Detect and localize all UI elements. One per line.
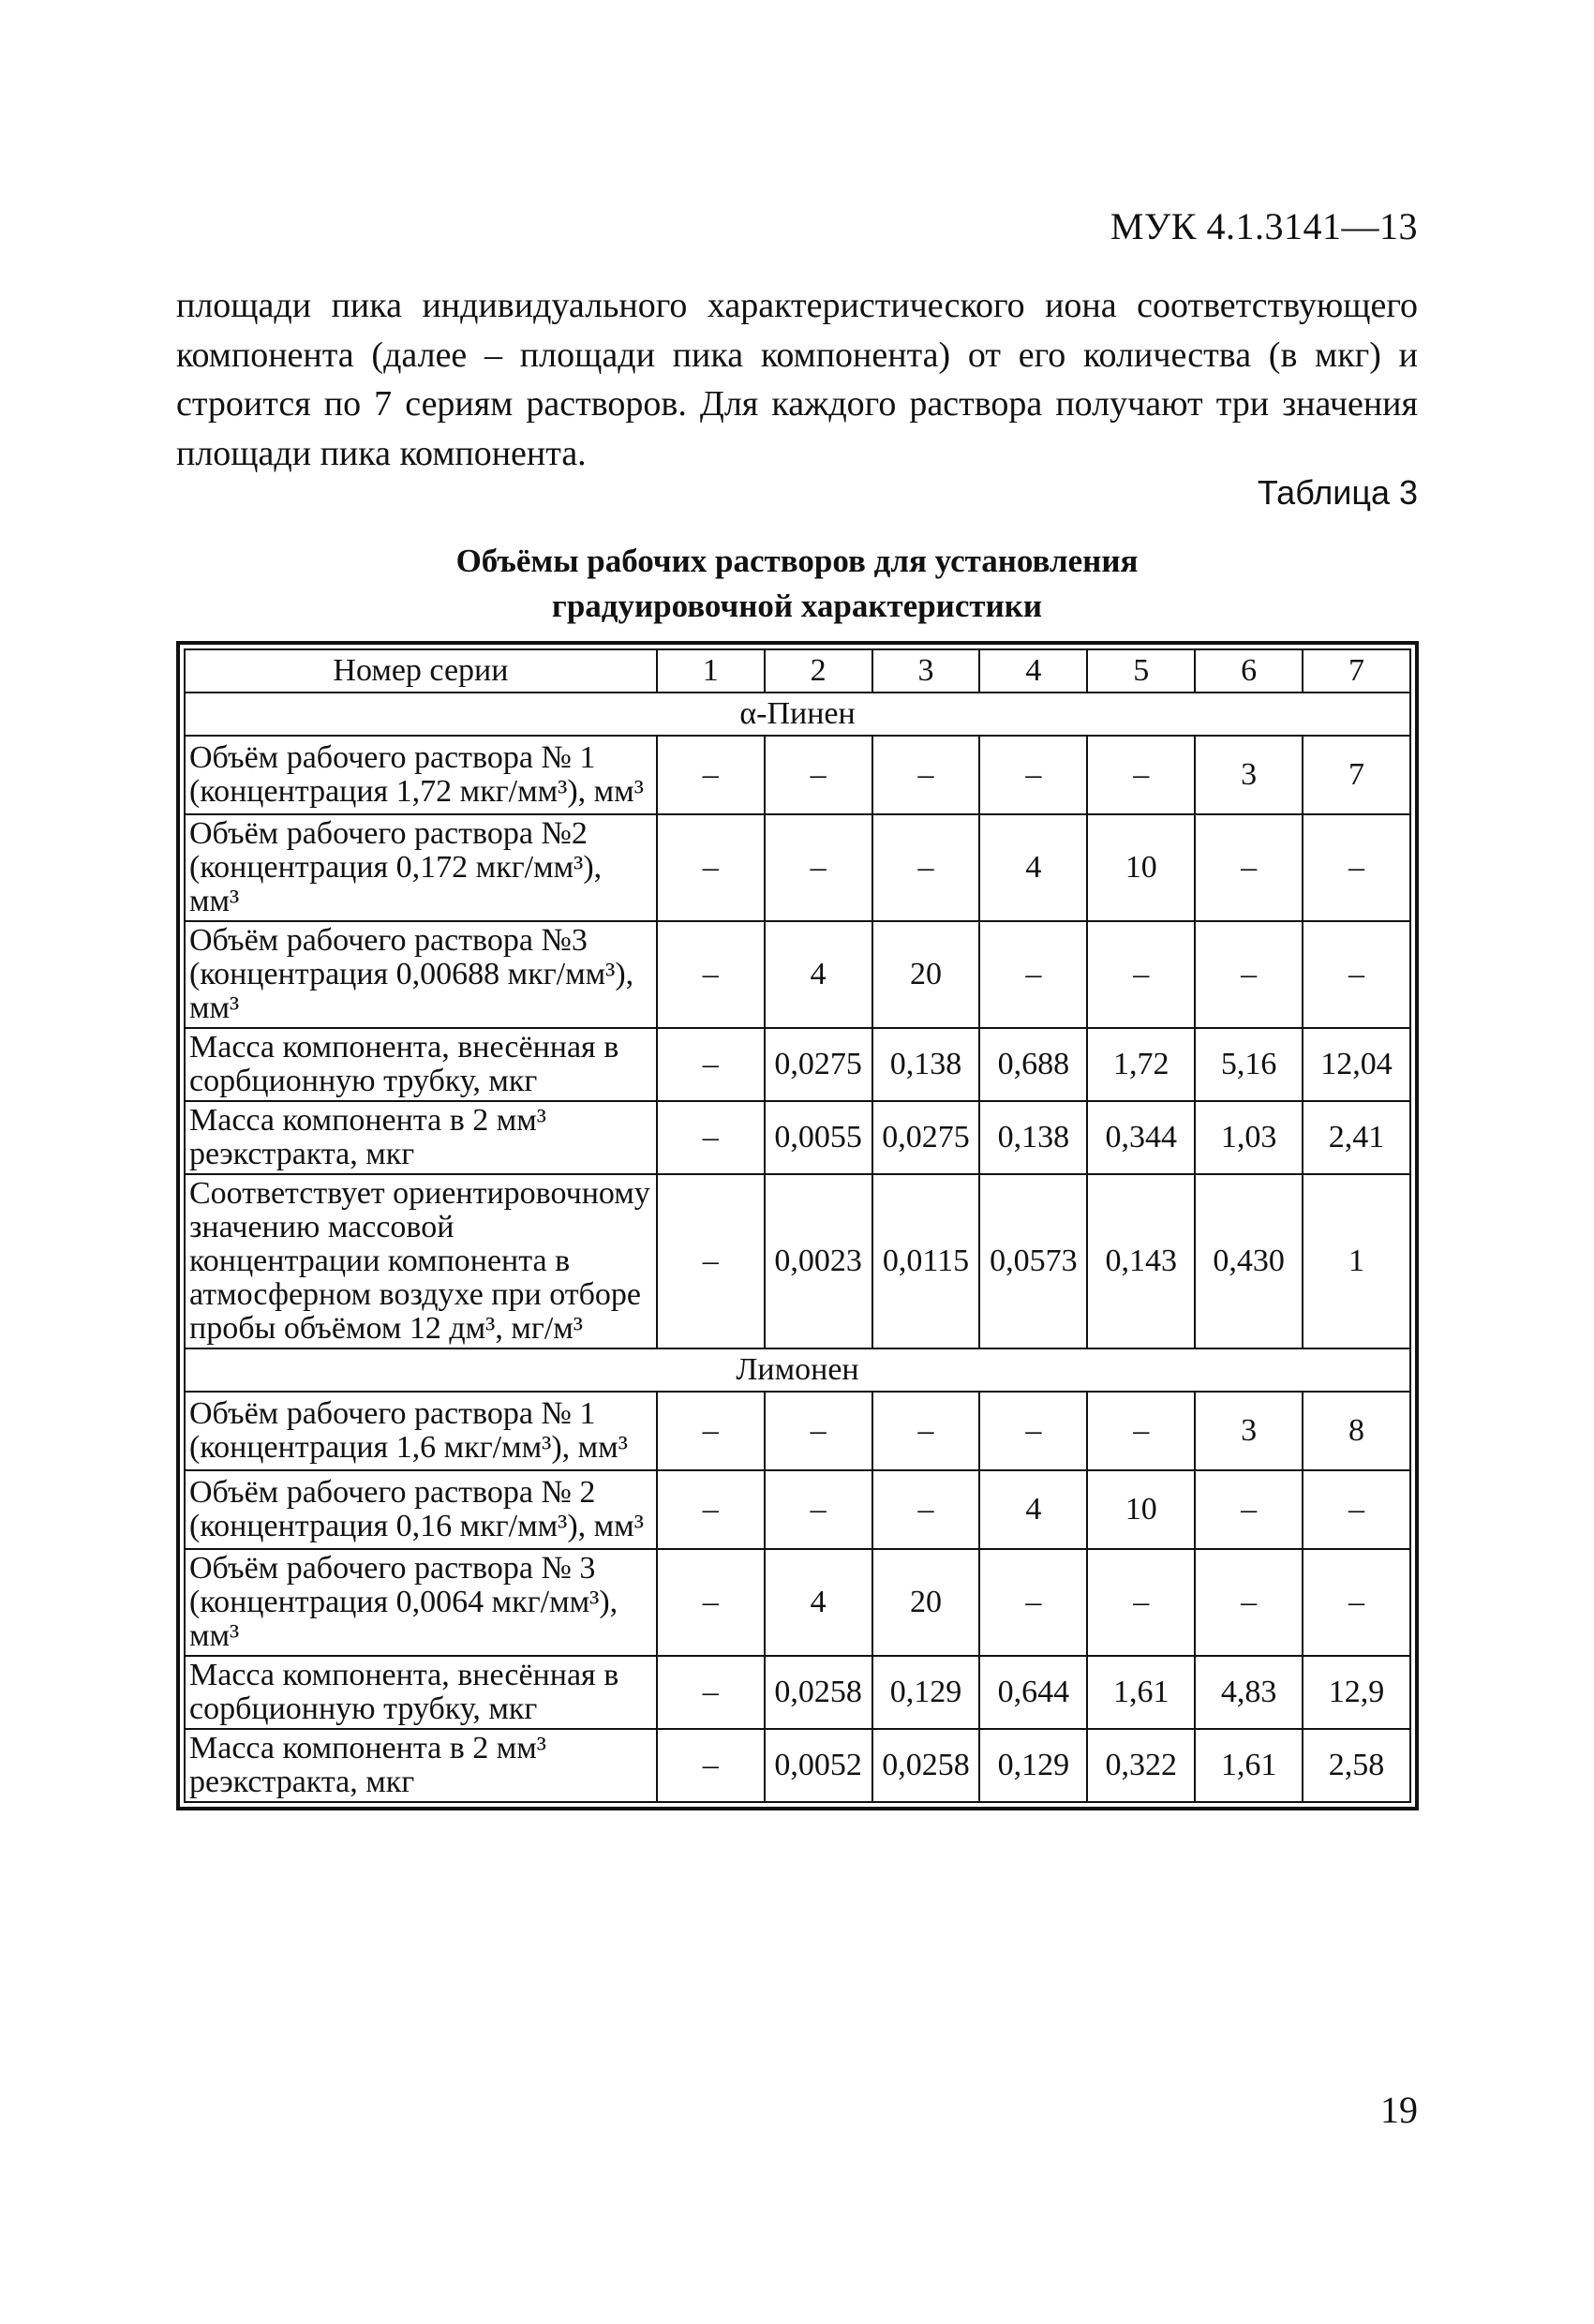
value-cell: 0,0052 — [765, 1729, 872, 1802]
value-cell: 0,0573 — [979, 1174, 1087, 1348]
value-cell: 1,61 — [1087, 1656, 1195, 1729]
value-cell: 0,0055 — [765, 1101, 872, 1174]
value-cell: 0,0115 — [872, 1174, 980, 1348]
table-header-row — [185, 649, 1410, 693]
table-body — [185, 693, 1410, 1802]
value-cell: 3 — [1195, 736, 1303, 814]
table-row — [185, 814, 1410, 921]
value-cell: – — [1087, 1392, 1195, 1470]
value-cell: – — [657, 1729, 765, 1802]
data-table — [184, 648, 1411, 1803]
row-label: Масса компонента в 2 мм³ реэкстракта, мкг — [185, 1101, 657, 1174]
value-cell: – — [657, 1656, 765, 1729]
value-cell: 4,83 — [1195, 1656, 1303, 1729]
section-name: Лимонен — [185, 1348, 1410, 1392]
value-cell: – — [657, 1101, 765, 1174]
value-cell: 5,16 — [1195, 1028, 1303, 1101]
value-cell: – — [1195, 814, 1303, 921]
value-cell: – — [657, 736, 765, 814]
value-cell: 4 — [979, 814, 1087, 921]
value-cell: 0,129 — [872, 1656, 980, 1729]
table-row — [185, 1101, 1410, 1174]
section-name: α-Пинен — [185, 693, 1410, 736]
value-cell: 0,138 — [872, 1028, 980, 1101]
value-cell: – — [765, 814, 872, 921]
value-cell: – — [1195, 1549, 1303, 1656]
intro-paragraph: площади пика индивидуального характеристического иона соответствующего компонента (далее – площади пика компонента) от его количества (в мкг) и строится по 7 сериям растворов. Для каждого раствора получают три значения площади пика компонента. — [176, 286, 1418, 473]
header-cell: 2 — [765, 649, 872, 693]
value-cell: 3 — [1195, 1392, 1303, 1470]
value-cell: – — [657, 1392, 765, 1470]
value-cell: – — [979, 1392, 1087, 1470]
value-cell: 2,41 — [1303, 1101, 1410, 1174]
value-cell: 0,688 — [979, 1028, 1087, 1101]
value-cell: – — [1303, 1549, 1410, 1656]
table-row — [185, 1174, 1410, 1348]
table-row — [185, 1470, 1410, 1549]
value-cell: 0,129 — [979, 1729, 1087, 1802]
table-label: Таблица 3 — [1257, 473, 1418, 512]
value-cell: – — [765, 1470, 872, 1549]
value-cell: 0,430 — [1195, 1174, 1303, 1348]
value-cell: 10 — [1087, 1470, 1195, 1549]
row-label: Соответствует ориентировочному значению массовой концентрации компонента в атмосферном воздухе при отборе пробы объёмом 12 дм³, мг/м³ — [185, 1174, 657, 1348]
value-cell: 0,644 — [979, 1656, 1087, 1729]
section-header-row — [185, 1348, 1410, 1392]
row-label: Объём рабочего раствора №3 (концентрация 0,00688 мкг/мм³), мм³ — [185, 921, 657, 1028]
value-cell: 12,9 — [1303, 1656, 1410, 1729]
row-label: Объём рабочего раствора № 2 (концентрация 0,16 мкг/мм³), мм³ — [185, 1470, 657, 1549]
value-cell: – — [657, 1470, 765, 1549]
header-cell: 4 — [979, 649, 1087, 693]
value-cell: 1,03 — [1195, 1101, 1303, 1174]
table-row — [185, 1392, 1410, 1470]
value-cell: – — [657, 1549, 765, 1656]
value-cell: 8 — [1303, 1392, 1410, 1470]
value-cell: 0,0258 — [765, 1656, 872, 1729]
value-cell: – — [657, 1028, 765, 1101]
value-cell: 0,138 — [979, 1101, 1087, 1174]
section-header-row — [185, 693, 1410, 736]
table-title — [176, 539, 1418, 629]
row-label: Масса компонента, внесённая в сорбционную трубку, мкг — [185, 1028, 657, 1101]
value-cell: – — [1303, 814, 1410, 921]
header-cell: 5 — [1087, 649, 1195, 693]
row-label: Масса компонента в 2 мм³ реэкстракта, мкг — [185, 1729, 657, 1802]
value-cell: – — [1195, 921, 1303, 1028]
table-row — [185, 921, 1410, 1028]
value-cell: – — [657, 1174, 765, 1348]
value-cell: – — [872, 814, 980, 921]
value-cell: – — [1195, 1470, 1303, 1549]
table-row — [185, 1549, 1410, 1656]
value-cell: 0,0275 — [872, 1101, 980, 1174]
value-cell: – — [1303, 1470, 1410, 1549]
value-cell: 4 — [979, 1470, 1087, 1549]
value-cell: – — [872, 1470, 980, 1549]
value-cell: 1 — [1303, 1174, 1410, 1348]
value-cell: – — [979, 1549, 1087, 1656]
value-cell: 20 — [872, 1549, 980, 1656]
row-label: Масса компонента, внесённая в сорбционную трубку, мкг — [185, 1656, 657, 1729]
value-cell: 0,344 — [1087, 1101, 1195, 1174]
header-cell: 6 — [1195, 649, 1303, 693]
document-code: МУК 4.1.3141—13 — [1110, 205, 1418, 247]
value-cell: 0,0258 — [872, 1729, 980, 1802]
value-cell: – — [872, 736, 980, 814]
table-title-line-1: Объёмы рабочих растворов для установления — [455, 543, 1139, 579]
value-cell: 0,0023 — [765, 1174, 872, 1348]
header-cell: 3 — [872, 649, 980, 693]
value-cell: – — [657, 921, 765, 1028]
value-cell: – — [872, 1392, 980, 1470]
value-cell: – — [1087, 921, 1195, 1028]
page-number: 19 — [1380, 2089, 1418, 2131]
value-cell: – — [1303, 921, 1410, 1028]
value-cell: – — [1087, 736, 1195, 814]
table-row — [185, 736, 1410, 814]
header-cell: Номер серии — [185, 649, 657, 693]
value-cell: – — [765, 1392, 872, 1470]
value-cell: – — [657, 814, 765, 921]
header-cell: 1 — [657, 649, 765, 693]
value-cell: 1,72 — [1087, 1028, 1195, 1101]
value-cell: 20 — [872, 921, 980, 1028]
table-row — [185, 1656, 1410, 1729]
value-cell: 0,0275 — [765, 1028, 872, 1101]
row-label: Объём рабочего раствора № 1 (концентрация 1,72 мкг/мм³), мм³ — [185, 736, 657, 814]
value-cell: 1,61 — [1195, 1729, 1303, 1802]
value-cell: 4 — [765, 1549, 872, 1656]
table-row — [185, 1729, 1410, 1802]
value-cell: – — [1087, 1549, 1195, 1656]
value-cell: – — [979, 921, 1087, 1028]
value-cell: – — [979, 736, 1087, 814]
value-cell: 4 — [765, 921, 872, 1028]
value-cell: 12,04 — [1303, 1028, 1410, 1101]
table-row — [185, 1028, 1410, 1101]
table-frame — [176, 641, 1419, 1810]
value-cell: 2,58 — [1303, 1729, 1410, 1802]
row-label: Объём рабочего раствора №2 (концентрация 0,172 мкг/мм³), мм³ — [185, 814, 657, 921]
value-cell: 0,322 — [1087, 1729, 1195, 1802]
value-cell: 0,143 — [1087, 1174, 1195, 1348]
value-cell: 10 — [1087, 814, 1195, 921]
row-label: Объём рабочего раствора № 3 (концентрация 0,0064 мкг/мм³), мм³ — [185, 1549, 657, 1656]
row-label: Объём рабочего раствора № 1 (концентрация 1,6 мкг/мм³), мм³ — [185, 1392, 657, 1470]
value-cell: – — [765, 736, 872, 814]
value-cell: 7 — [1303, 736, 1410, 814]
header-cell: 7 — [1303, 649, 1410, 693]
table-title-line-2: градуировочной характеристики — [551, 588, 1043, 624]
